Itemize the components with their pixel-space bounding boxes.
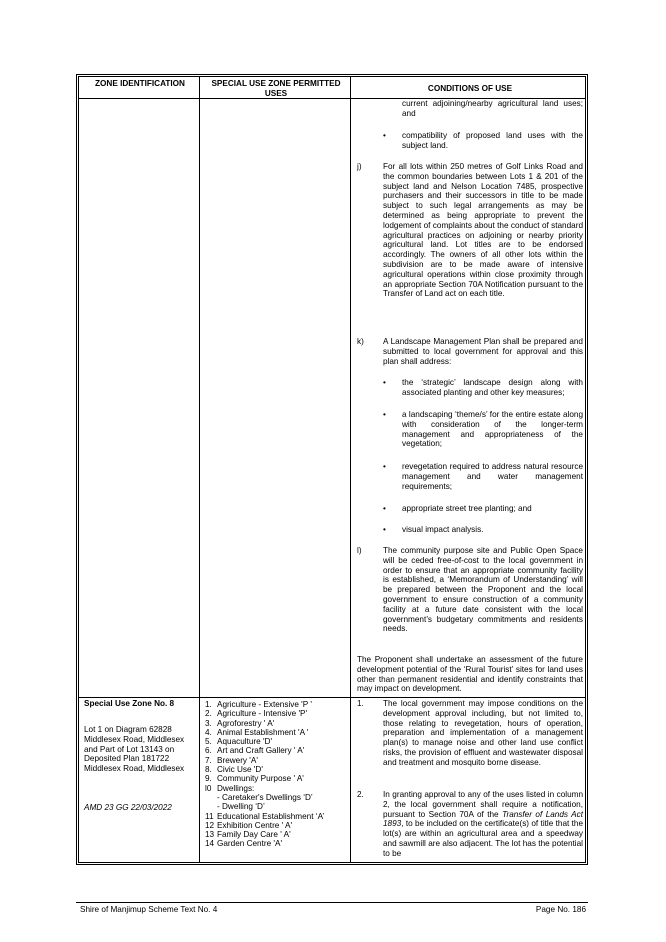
k-bullet-street-trees: appropriate street tree planting; and [402, 504, 532, 513]
use-item: 1. Agriculture - Extensive 'P ' [205, 700, 312, 709]
header-permitted-uses: SPECIAL USE ZONE PERMITTED USES [211, 79, 341, 98]
condition-k-marker: k) [357, 337, 364, 346]
footer-page-number: Page No. 186 [535, 905, 586, 914]
condition-2-marker: 2. [357, 790, 364, 799]
use-item: 2. Agriculture - Intensive 'P' [205, 709, 308, 719]
zone-8-description: Lot 1 on Diagram 62828 Middlesex Road, Middlesex and Part of Lot 13143 on Deposited Plan 181722 Middlesex Road, Middlesex [84, 725, 185, 774]
k-bullet-strategic: the ‘strategic’ landscape design along with associated planting and other key measures; [402, 378, 583, 397]
bullet-marker: • [383, 462, 386, 471]
bullet-compatibility: compatibility of proposed land uses with the subject land. [402, 131, 583, 150]
use-item: 4. Animal Establishment 'A ' [205, 727, 309, 737]
bullet-marker: • [383, 131, 386, 140]
k-bullet-revegetation: revegetation required to address natural resource management and water management requirements; [402, 462, 583, 491]
use-item: 6. Art and Craft Gallery ' A' [205, 746, 305, 756]
use-item: 12 Exhibition Centre ' A' [205, 820, 293, 830]
bullet-marker: • [383, 378, 386, 387]
condition-1-text: The local government may impose conditions on the development approval including, but not limited to, those relating to revegetation, hours of operation, preparation and implementation of a management plan(s) to manage noise and other land use conflict risks, the provision of effluent and wastewater disposal and treatment and mosquito borne disease. [383, 699, 583, 767]
use-item: 14 Garden Centre 'A' [205, 839, 283, 849]
k-bullet-theme: a landscaping ‘theme/s’ for the entire estate along with consideration of the longer-term management and appropriateness of the vegetation; [402, 410, 583, 449]
zone-8-permitted-uses [205, 700, 324, 849]
use-item: - Caretaker's Dwellings ‘D’ [217, 792, 313, 802]
footer-rule [76, 902, 588, 903]
use-item: 11 Educational Establishment ‘A’ [205, 811, 325, 821]
bullet-marker: • [383, 525, 386, 534]
zone-8-title: Special Use Zone No. 8 [84, 699, 175, 708]
column-divider [199, 77, 200, 862]
bullet-marker: • [383, 504, 386, 513]
use-item: 8. Civic Use 'D' [205, 765, 263, 775]
condition-k-text: A Landscape Management Plan shall be prepared and submitted to local government for approval and this plan shall address: [383, 337, 583, 366]
use-item: 13 Family Day Care ' A' [205, 830, 291, 840]
use-item: 5. Aquaculture 'D' [205, 737, 273, 747]
zone-8-amendment: AMD 23 GG 22/03/2022 [84, 803, 172, 812]
column-divider [350, 77, 351, 862]
use-item: l0 Dwellings: [205, 783, 255, 793]
k-bullet-visual-impact: visual impact analysis. [402, 525, 484, 534]
header-conditions-of-use: CONDITIONS OF USE [427, 84, 513, 93]
proponent-assessment-text: The Proponent shall undertake an assessment of the future development potential of the ‘Rural Tourist’ sites for land uses other than permanent residential and identify constraints that may impact on development. [357, 655, 583, 694]
bullet-marker: • [383, 410, 386, 419]
condition-1-marker: 1. [357, 699, 364, 708]
condition-2-text: In granting approval to any of the uses listed in column 2, the local government shall require a notification, pursuant to Section 70A of the Transfer of Lands Act 1893, to be included on the certificate(s) of title that the lot(s) are within an agricultural area and a speedway and sawmill are also adjacent. The lot has the potential to be [383, 790, 583, 858]
condition-j-marker: j) [357, 162, 362, 171]
use-item: 9. Community Purpose ' A' [205, 774, 304, 784]
footer-scheme-title: Shire of Manjimup Scheme Text No. 4 [80, 905, 218, 914]
condition-j-text: For all lots within 250 metres of Golf Links Road and the common boundaries between Lots 1 & 201 of the subject land and Nelson Location 7485, prospective purchasers and their successors in title to be made subject to such legal arrangements as may be determined as being appropriate to prevent the lodgement of complaints about the conduct of standard agricultural practices on adjoining or nearby priority agricultural land. Lot titles are to be endorsed accordingly. The owners of all other lots within the subdivision are to be made aware of intensive agricultural operations within close proximity through an appropriate Section 70A Notification pursuant to the Transfer of Land act on each title. [383, 162, 583, 299]
header-zone-identification: ZONE IDENTIFICATION [95, 79, 185, 88]
use-item: - Dwelling ‘D’ [217, 802, 265, 812]
use-item: 3. Agroforestry ' A' [205, 718, 275, 728]
row-divider [79, 697, 585, 698]
use-item: 7. Brewery 'A' [205, 755, 258, 765]
condition-l-text: The community purpose site and Public Open Space will be ceded free-of-cost to the local government in order to ensure that an appropriate community facility is established, a ‘Memorandum of Understanding’ will be prepared between the Proponent and the local government to ensure construction of a community facility at a future date consistent with the local government’s budgetary commitments and residents needs. [383, 546, 583, 634]
condition-l-marker: l) [357, 546, 362, 555]
continued-text: current adjoining/nearby agricultural land uses; and [402, 99, 583, 118]
